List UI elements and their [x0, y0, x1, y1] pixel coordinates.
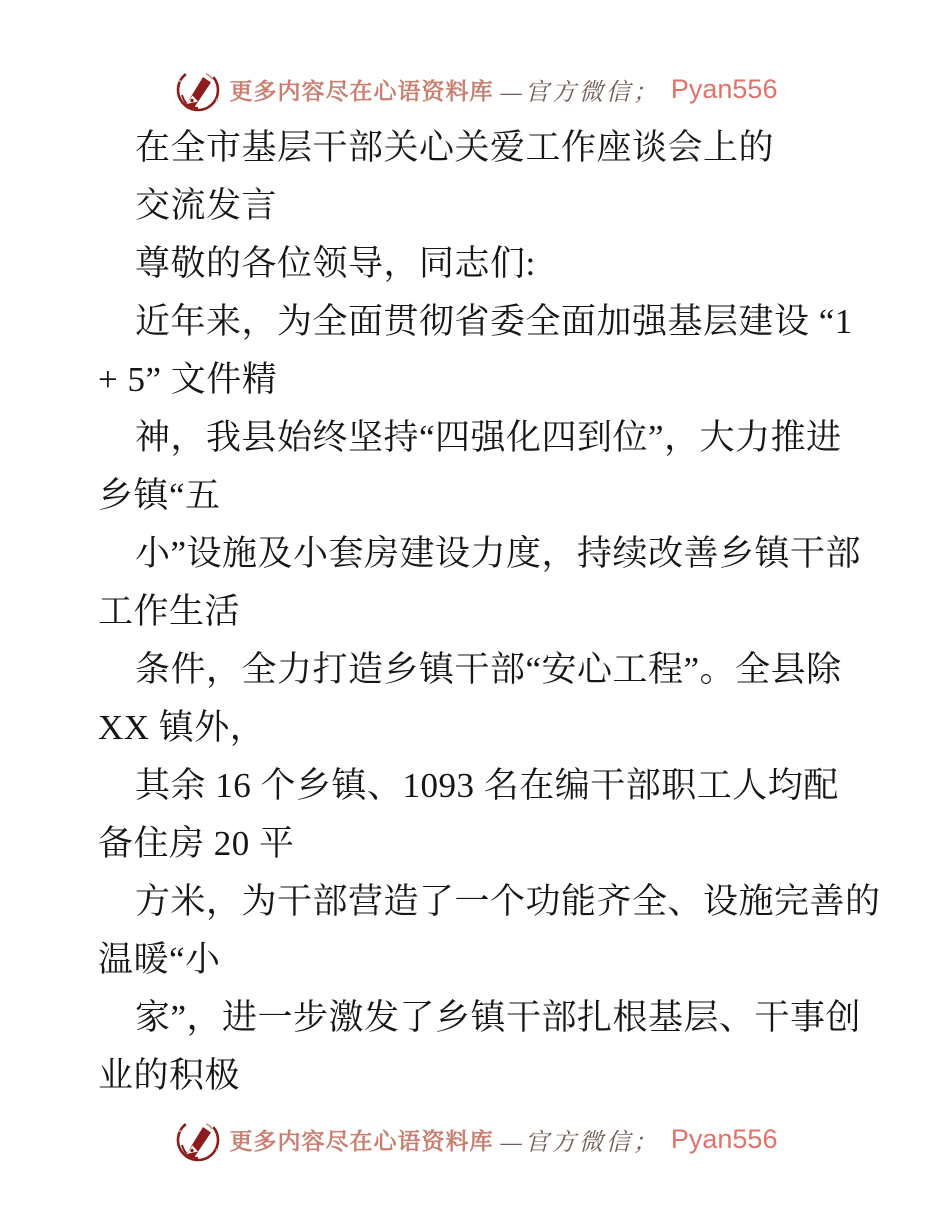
text-line: 乡镇“五	[98, 476, 221, 515]
brand-footer	[0, 1112, 950, 1166]
brand-wechat-label: —官方微信；	[500, 1129, 660, 1156]
title-line: 在全市基层干部关心关爱工作座谈会上的	[135, 128, 775, 167]
brand-site-text: 更多内容尽在心语资料库	[229, 78, 494, 104]
text-line: XX 镇外，	[98, 708, 266, 747]
text-line: 尊敬的各位领导，同志们:	[135, 244, 536, 283]
text-line: 工作生活	[98, 592, 241, 631]
brand-wechat-id: Pyan556	[670, 1123, 778, 1154]
text-line: 近年来，为全面贯彻省委全面加强基层建设 “1	[135, 302, 853, 341]
brand-header	[0, 62, 950, 116]
text-line: 其余 16 个乡镇、1093 名在编干部职工人均配	[135, 766, 839, 805]
text-line: 业的积极	[98, 1056, 241, 1095]
text-line: 条件，全力打造乡镇干部“安心工程”。全县除	[135, 650, 842, 689]
document-body	[98, 119, 890, 1105]
title-line: 交流发言	[135, 186, 278, 225]
xinyu-pen-logo-icon	[173, 63, 223, 115]
xinyu-pen-logo-icon	[173, 1113, 223, 1165]
brand-site-text: 更多内容尽在心语资料库	[229, 1128, 494, 1154]
brand-wechat-id: Pyan556	[670, 73, 778, 104]
text-line: 方米，为干部营造了一个功能齐全、设施完善的	[135, 882, 881, 921]
text-line: 家”，进一步激发了乡镇干部扎根基层、干事创	[135, 998, 862, 1037]
text-line: 温暖“小	[98, 940, 221, 979]
text-line: + 5” 文件精	[98, 360, 278, 399]
text-line: 备住房 20 平	[98, 824, 295, 863]
text-line: 小”设施及小套房建设力度，持续改善乡镇干部	[135, 534, 862, 573]
text-line: 神，我县始终坚持“四强化四到位”，大力推进	[135, 418, 842, 457]
brand-wechat-label: —官方微信；	[500, 79, 660, 106]
